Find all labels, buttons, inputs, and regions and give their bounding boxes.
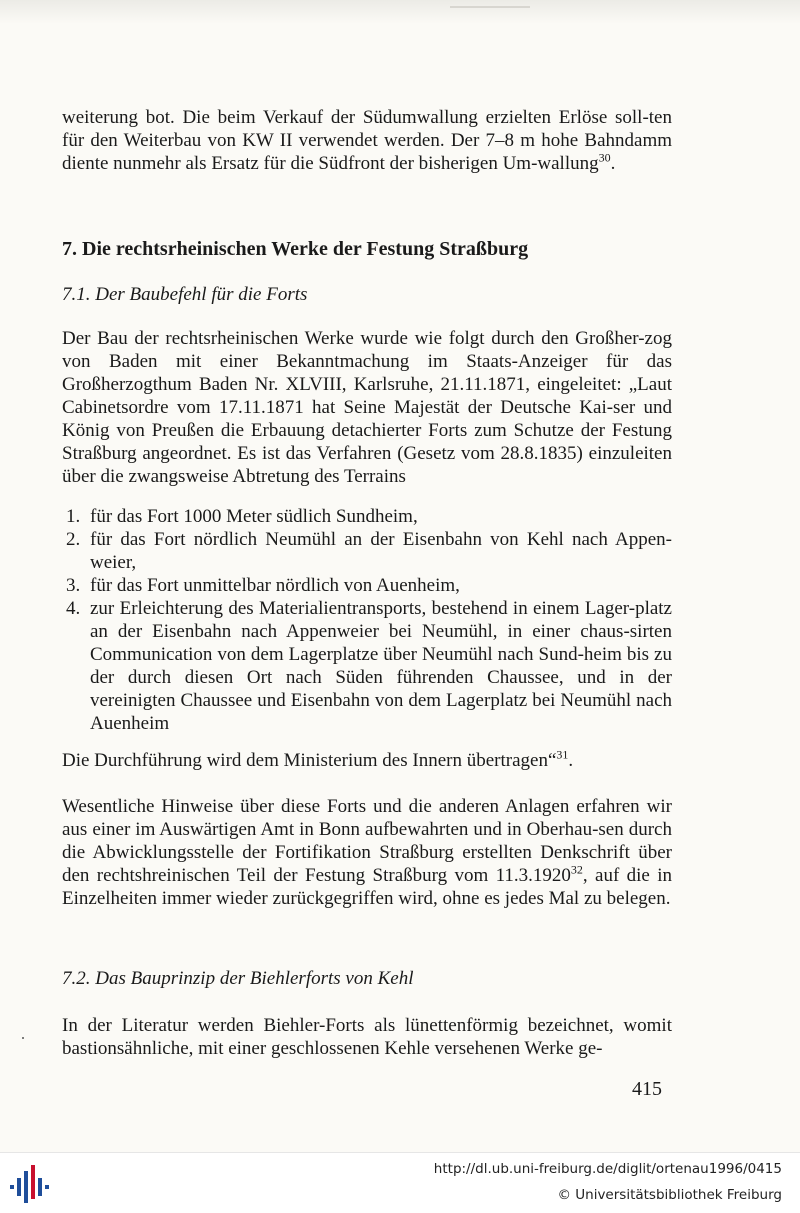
terrain-list: [62, 505, 672, 735]
copyright-notice: © Universitätsbibliothek Freiburg: [557, 1187, 782, 1203]
section-heading: 7. Die rechtsrheinischen Werke der Festung Straßburg: [62, 238, 529, 260]
wesentlich-text-end: , auf die in Einzelheiten immer wieder zurückgegriffen wird, ohne es jedes Mal zu belegen.: [62, 865, 672, 909]
paragraph-literatur: In der Literatur werden Biehler-Forts als lünettenförmig bezeichnet, womit bastionsähnliche, mit einer geschlossenen Kehle versehenen Werke ge-: [62, 1015, 672, 1059]
ub-freiburg-logo-icon: [10, 1165, 54, 1205]
scan-artifact: [450, 6, 530, 8]
list-number: 2.: [66, 529, 81, 550]
wesentlich-text: Wesentliche Hinweise über diese Forts und die anderen Anlagen erfahren wir aus einer im Auswärtigen Amt in Bonn aufbewahrten und in Oberhau-sen durch die Abwicklungsstelle der Fortifikation Straßburg erstellten Denkschrift über den rechtshreinischen Teil der Festung Straßburg vom 11.3.1920: [62, 796, 672, 886]
permalink-url[interactable]: http://dl.ub.uni-freiburg.de/diglit/ortenau1996/0415: [433, 1161, 782, 1177]
scan-edge-shadow: [0, 0, 800, 24]
viewer-footer: [0, 1152, 800, 1213]
list-number: 1.: [66, 506, 81, 527]
intro-end: .: [610, 153, 616, 174]
list-item: [62, 597, 672, 735]
page-number: 415: [632, 1078, 662, 1100]
list-text: für das Fort nördlich Neumühl an der Eisenbahn von Kehl nach Appen-weier,: [90, 529, 672, 573]
paragraph-durchfuehrung: [62, 749, 672, 772]
paragraph-intro: [62, 106, 672, 175]
durch-text: Die Durchführung wird dem Ministerium des Innern übertragen“: [62, 750, 557, 771]
footnote-ref-31[interactable]: 31: [556, 747, 569, 762]
list-item: [62, 574, 672, 597]
intro-text: weiterung bot. Die beim Verkauf der Südumwallung erzielten Erlöse soll-ten für den Weiterbau von KW II verwendet werden. Der 7–8 m hohe Bahndamm diente nunmehr als Ersatz für die Südfront der bisherigen Um-wallung: [62, 107, 672, 174]
list-text: für das Fort unmittelbar nördlich von Auenheim,: [90, 575, 460, 596]
list-text: für das Fort 1000 Meter südlich Sundheim,: [90, 506, 418, 527]
list-item: [62, 505, 672, 528]
list-number: 3.: [66, 575, 81, 596]
list-text: zur Erleichterung des Materialientransports, bestehend in einem Lager-platz an der Eisenbahn nach Appenweier bei Neumühl, in einer chaus-sirten Communication von dem Lagerplatze über Neumühl nach Sund-heim bis zu der durch diesen Ort nach Süden führenden Chaussee, und in der vereinigten Chaussee und Eisenbahn von dem Lagerplatz bei Neumühl nach Auenheim: [90, 598, 672, 734]
durch-end: .: [568, 750, 574, 771]
list-number: 4.: [66, 598, 81, 619]
scan-speck: [22, 1037, 24, 1039]
subsection-heading-7-1: 7.1. Der Baubefehl für die Forts: [62, 284, 308, 305]
paragraph-bau: Der Bau der rechtsrheinischen Werke wurde wie folgt durch den Großher-zog von Baden mit einer Bekanntmachung im Staats-Anzeiger für das Großherzogthum Baden Nr. XLVIII, Karlsruhe, 21.11.1871, eingeleitet: „Laut Cabinetsordre vom 17.11.1871 hat Seine Majestät der Deutsche Kai-ser und König von Preußen die Erbauung detachierter Forts zum Schutze der Festung Straßburg angeordnet. Es ist das Verfahren (Gesetz vom 28.8.1835) einzuleiten über die zwangsweise Abtretung des Terrains: [62, 328, 672, 487]
subsection-heading-7-2: 7.2. Das Bauprinzip der Biehlerforts von Kehl: [62, 968, 414, 989]
footnote-ref-30[interactable]: 30: [598, 150, 611, 165]
footnote-ref-32[interactable]: 32: [570, 862, 583, 877]
paragraph-wesentlich: [62, 795, 672, 910]
list-item: [62, 528, 672, 574]
